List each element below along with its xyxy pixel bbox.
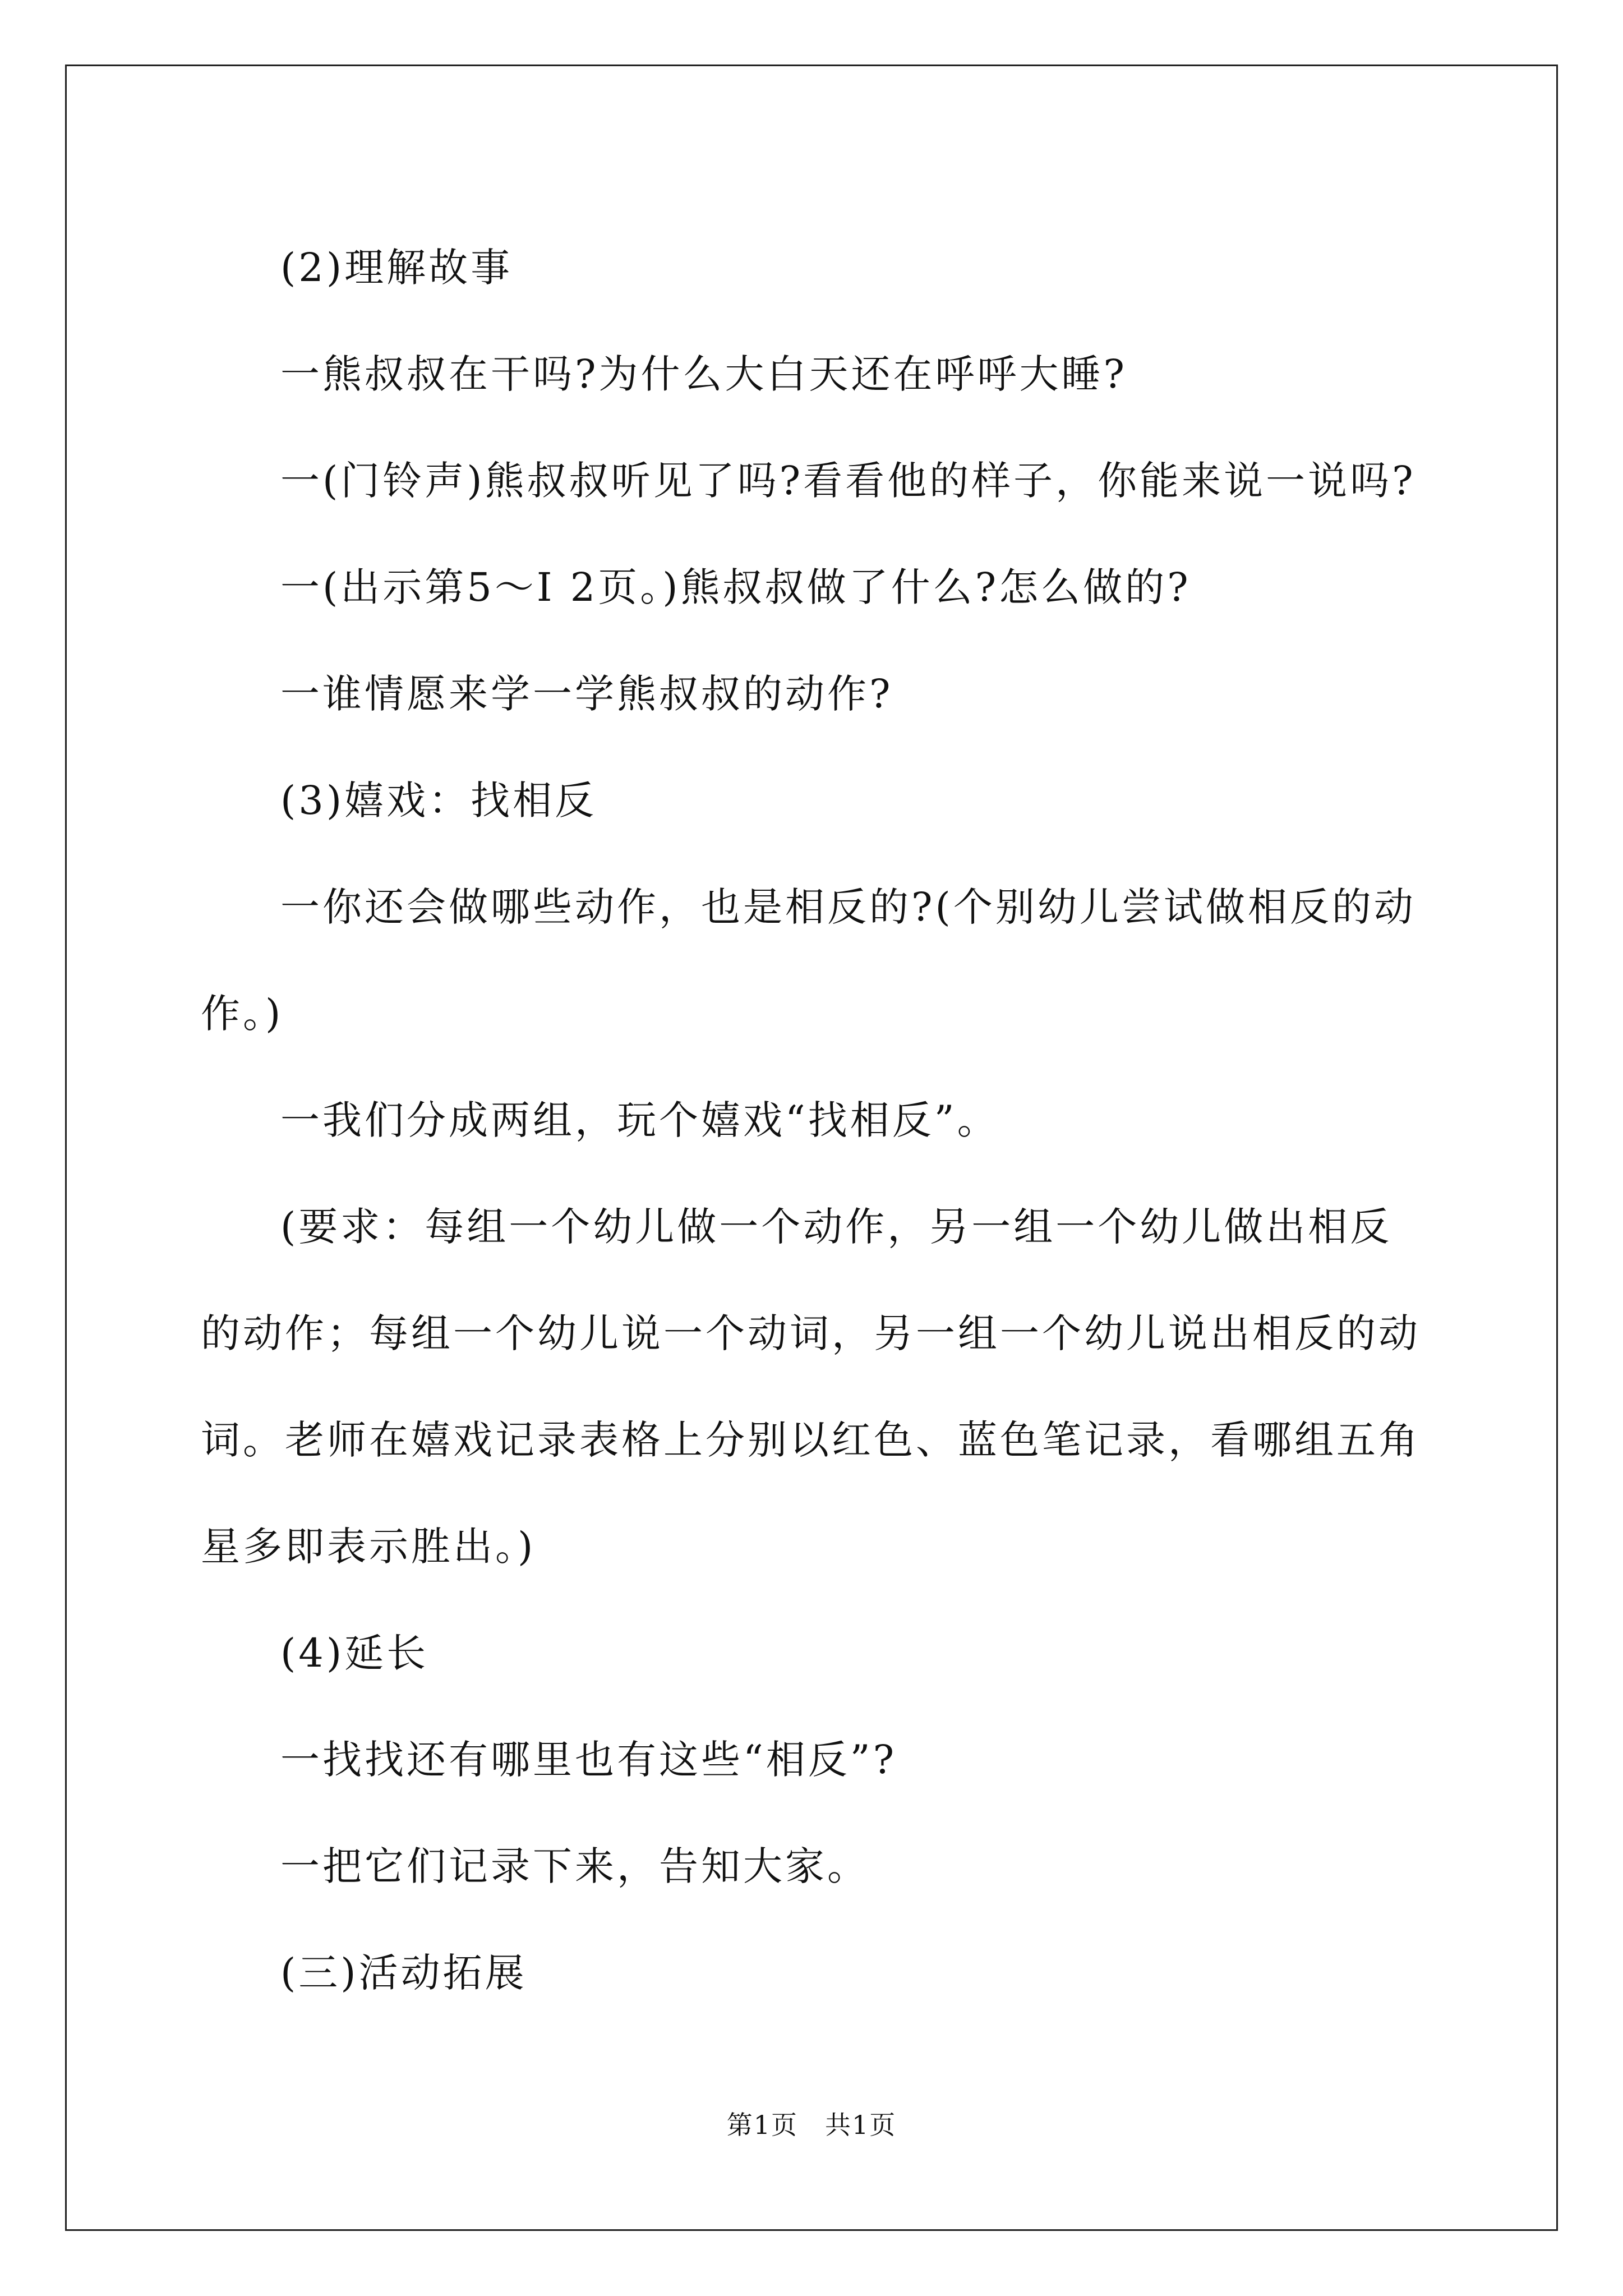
paragraph: 一找找还有哪里也有这些“相反”? [280, 1737, 897, 1783]
paragraph: 一你还会做哪些动作，也是相反的?(个别幼儿尝试做相反的动作。) [201, 884, 1416, 1037]
section-heading: (3)嬉戏：找相反 [280, 777, 597, 823]
paragraph: 一(门铃声)熊叔叔听见了吗?看看他的样子，你能来说一说吗? [280, 458, 1416, 504]
paragraph: 一把它们记录下来，告知大家。 [280, 1843, 869, 1889]
section-heading: (4)延长 [280, 1630, 429, 1676]
paragraph: 一谁情愿来学一学熊叔叔的动作? [280, 671, 893, 717]
paragraph: 一熊叔叔在干吗?为什么大白天还在呼呼大睡? [280, 351, 1128, 397]
section-heading: (三)活动拓展 [280, 1950, 527, 1996]
document-body [201, 214, 1429, 2026]
paragraph: 一我们分成两组，玩个嬉戏“找相反”。 [280, 1097, 999, 1143]
paragraph: 一(出示第5～I 2页。)熊叔叔做了什么?怎么做的? [280, 564, 1191, 610]
page-number: 第1页 共1页 [726, 2110, 897, 2140]
section-heading: (2)理解故事 [280, 245, 513, 291]
paragraph: (要求：每组一个幼儿做一个动作，另一组一个幼儿做出相反的动作；每组一个幼儿说一个动词，另一组一个幼儿说出相反的动词。老师在嬉戏记录表格上分别以红色、蓝色笔记录，看哪组五角星多即表示胜出。) [201, 1204, 1421, 1570]
